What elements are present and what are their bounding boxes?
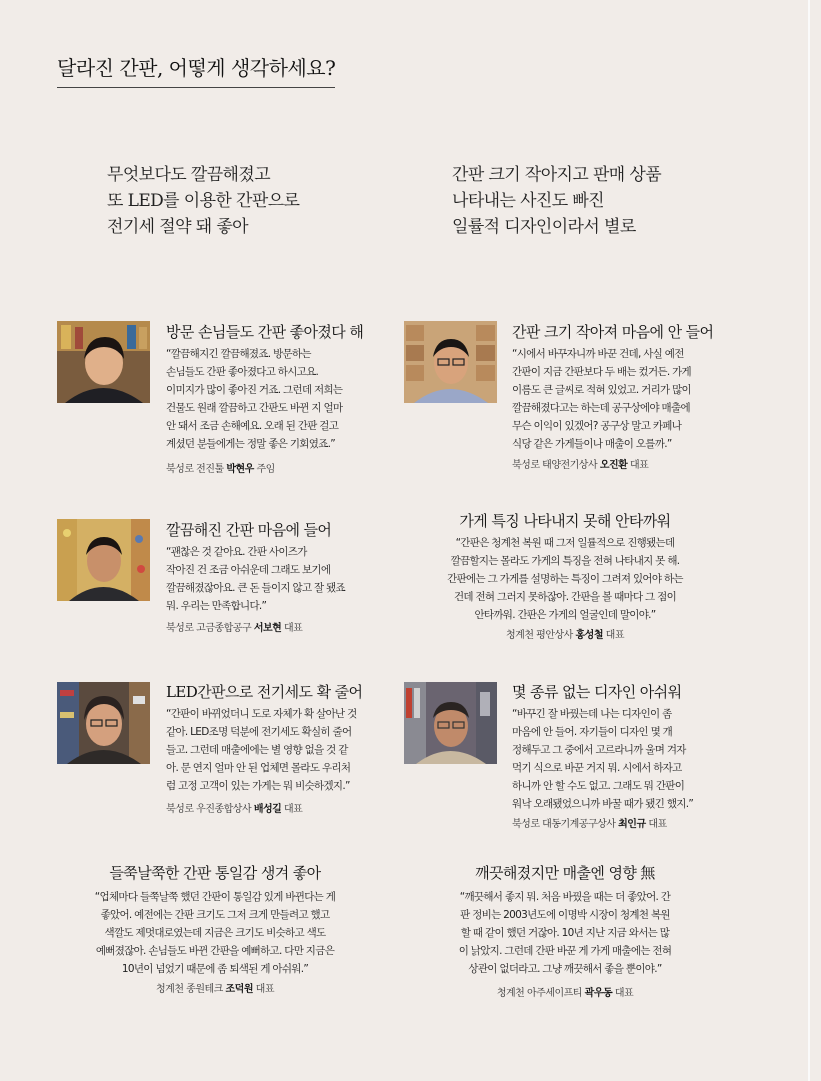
quote-line: 아. 문 연지 얼마 안 된 업체면 몰라도 우리처 [166,762,351,774]
interview-quote [166,705,357,795]
shop-name: 북성로 태양전기상사 [512,460,598,471]
person-name: 오진환 [599,460,628,471]
interview-headline: 가게 특징 나타내지 못해 안타까워 [459,512,671,530]
interview-quote [400,534,730,624]
interview-quote [166,345,342,453]
quote-line: 좋았어. 예전에는 간판 크기도 그저 크게 만들려고 했고 [100,909,330,921]
summary-line: 나타내는 사진도 빠진 [452,191,605,211]
interview-quote [40,888,390,978]
quote-line: 무슨 이익이 있겠어? 공구상 말고 카페나 [512,420,682,432]
quote-line: 간판이 지금 간판보다 두 배는 컸거든. 가게 [512,366,691,378]
interview-headline: 깨끗해졌지만 매출엔 영향 無 [475,864,655,882]
interview-headline: 깔끔해진 간판 마음에 들어 [166,521,332,539]
interviewee-photo [404,321,497,403]
quote-line: “간판이 바뀌었더니 도로 자체가 확 살아난 것 [166,708,357,720]
shop-name: 북성로 대동기계공구상사 [512,819,616,830]
quote-line: 이 낡았지. 그런데 간판 바꾼 게 가게 매출에는 전혀 [458,945,672,957]
interview-attribution [40,980,390,995]
quote-line: “괜찮은 것 같아요. 간판 사이즈가 [166,546,307,558]
summary-positive [107,162,299,240]
summary-line: 일률적 디자인이라서 별로 [452,217,636,237]
quote-line: 작아진 건 조금 아쉬운데 그래도 보기에 [166,564,331,576]
quote-line: 이름도 큰 글씨로 적혀 있었고. 거리가 많이 [512,384,691,396]
quote-line: “깔끔해지긴 깔끔해졌죠. 방문하는 [166,348,311,360]
summary-line: 간판 크기 작아지고 판매 상품 [452,165,662,185]
person-role: 대표 [605,630,624,641]
interview-headline: 들쭉날쭉한 간판 통일감 생겨 좋아 [109,864,321,882]
person-role: 대표 [614,988,634,999]
quote-line: “시에서 바꾸자니까 바꾼 건데, 사실 예전 [512,348,684,360]
quote-line: 건데 전혀 그러지 못하잖아. 간판을 볼 때마다 그 점이 [453,591,677,603]
interview-headline: 몇 종류 없는 디자인 아쉬워 [512,683,682,701]
interview-attribution [512,456,648,471]
quote-line: 깔끔할지는 몰라도 가게의 특징을 전혀 나타내지 못 해. [450,555,680,567]
interview-headline: 간판 크기 작아져 마음에 안 들어 [512,323,714,341]
quote-line: 럼 고정 고객이 있는 가게는 뭐 비슷하겠지.” [166,780,350,792]
interview-quote [166,543,345,615]
person-role: 대표 [629,460,649,471]
quote-line: 식당 같은 가게들이나 매출이 오를까.” [512,438,672,450]
quote-line: 판 정비는 2003년도에 이명박 시장이 청계천 복원 [460,909,670,921]
quote-line: 뭐. 우리는 만족합니다.” [166,600,267,612]
person-role: 대표 [255,984,274,995]
summary-line: 무엇보다도 깔끔해졌고 [107,165,271,185]
quote-line: 할 때 같이 했던 거잖아. 10년 지난 지금 와서는 많 [460,927,670,939]
person-name: 곽우동 [584,988,613,999]
summary-negative [452,162,661,240]
interviewee-photo [57,519,150,601]
quote-line: “업체마다 들쭉날쭉 했던 간판이 통일감 있게 바뀐다는 게 [94,891,336,903]
quote-line: 먹기 식으로 바꾼 거지 뭐. 시에서 하자고 [512,762,682,774]
quote-line: 손님들도 간판 좋아졌다고 하시고요. [166,366,319,378]
quote-line: 들고. 그런데 매출에에는 별 영향 없을 것 같 [166,744,348,756]
quote-line: 안타까워. 간판은 가게의 얼굴인데 말이야.” [474,609,656,621]
shop-name: 북성로 우진종합상사 [166,804,252,815]
shop-name: 청계천 종원테크 [156,984,223,995]
interview-attribution [166,619,302,634]
person-name: 서보현 [253,623,282,634]
quote-line: “깨끗해서 좋지 뭐. 처음 바꿨을 때는 더 좋았어. 간 [459,891,671,903]
quote-line: 같아. LED조명 덕분에 전기세도 확실히 줄어 [166,726,352,738]
quote-line: 깔끔해졌다고는 하는데 공구상에야 매출에 [512,402,690,414]
shop-name: 청계천 아주세이프티 [496,988,582,999]
shop-name: 북성로 전진툴 [166,464,224,475]
interview-attribution [512,815,667,830]
person-name: 배성길 [253,804,282,815]
person-role: 대표 [283,804,303,815]
person-name: 박현우 [226,464,254,475]
quote-line: 안 돼서 조금 손해예요. 오래 된 간판 걸고 [166,420,339,432]
interviewee-photo [404,682,497,764]
quote-line: 예뻐졌잖아. 손님들도 바뀐 간판을 예뻐하고. 다만 지금은 [95,945,335,957]
shop-name: 북성로 고금종합공구 [166,623,252,634]
person-name: 조덕원 [225,984,253,995]
quote-line: 간판에는 그 가게를 설명하는 특징이 그려져 있어야 하는 [447,573,683,585]
quote-line: 계셨던 분들에게는 정말 좋은 기회였죠.” [166,438,336,450]
summary-line: 또 LED를 이용한 간판으로 [107,191,300,211]
person-role: 주임 [256,464,275,475]
interview-headline: LED간판으로 전기세도 확 줄어 [166,683,363,701]
interview-attribution [166,460,275,475]
quote-line: 하니까 안 할 수도 없고. 그래도 뭐 간판이 [512,780,685,792]
person-name: 최인규 [618,819,646,830]
interview-quote [400,888,730,978]
quote-line: 워낙 오래됐었으니까 바꿀 때가 됐긴 했지.” [512,798,694,810]
quote-line: “바꾸긴 잘 바꿨는데 나는 디자인이 좀 [512,708,672,720]
interview-attribution [400,984,730,999]
interview-attribution [400,626,730,641]
interviewee-photo [57,682,150,764]
interview-quote [512,705,693,813]
interview-attribution [166,800,302,815]
quote-line: 깔끔해졌잖아요. 큰 돈 들이지 않고 잘 됐죠 [166,582,345,594]
shop-name: 청계천 평안상사 [506,630,573,641]
quote-line: 마음에 안 들어. 자기들이 디자인 몇 개 [512,726,673,738]
person-role: 대표 [283,623,303,634]
summary-line: 전기세 절약 돼 좋아 [107,217,248,237]
interview-headline: 방문 손님들도 간판 좋아졌다 해 [166,323,364,341]
quote-line: 10년이 넘었기 때문에 좀 퇴색된 게 아쉬워.” [121,963,309,975]
person-name: 홍성철 [575,630,603,641]
page-title: 달라진 간판, 어떻게 생각하세요? [57,52,335,88]
quote-line: 건물도 원래 깔끔하고 간판도 바뀐 지 얼마 [166,402,343,414]
quote-line: 색깔도 제멋대로였는데 지금은 크기도 비슷하고 색도 [104,927,326,939]
quote-line: 이미지가 많이 좋아진 거죠. 그런데 저희는 [166,384,343,396]
person-role: 대표 [648,819,667,830]
page-edge-line [808,0,810,1081]
quote-line: 상관이 없더라고. 그냥 깨끗해서 좋을 뿐이야.” [468,963,662,975]
interviewee-photo [57,321,150,403]
quote-line: 정해두고 그 중에서 고르라니까 울며 겨자 [512,744,686,756]
quote-line: “간판은 청계천 복원 때 그저 일률적으로 진행됐는데 [455,537,675,549]
interview-quote [512,345,691,453]
